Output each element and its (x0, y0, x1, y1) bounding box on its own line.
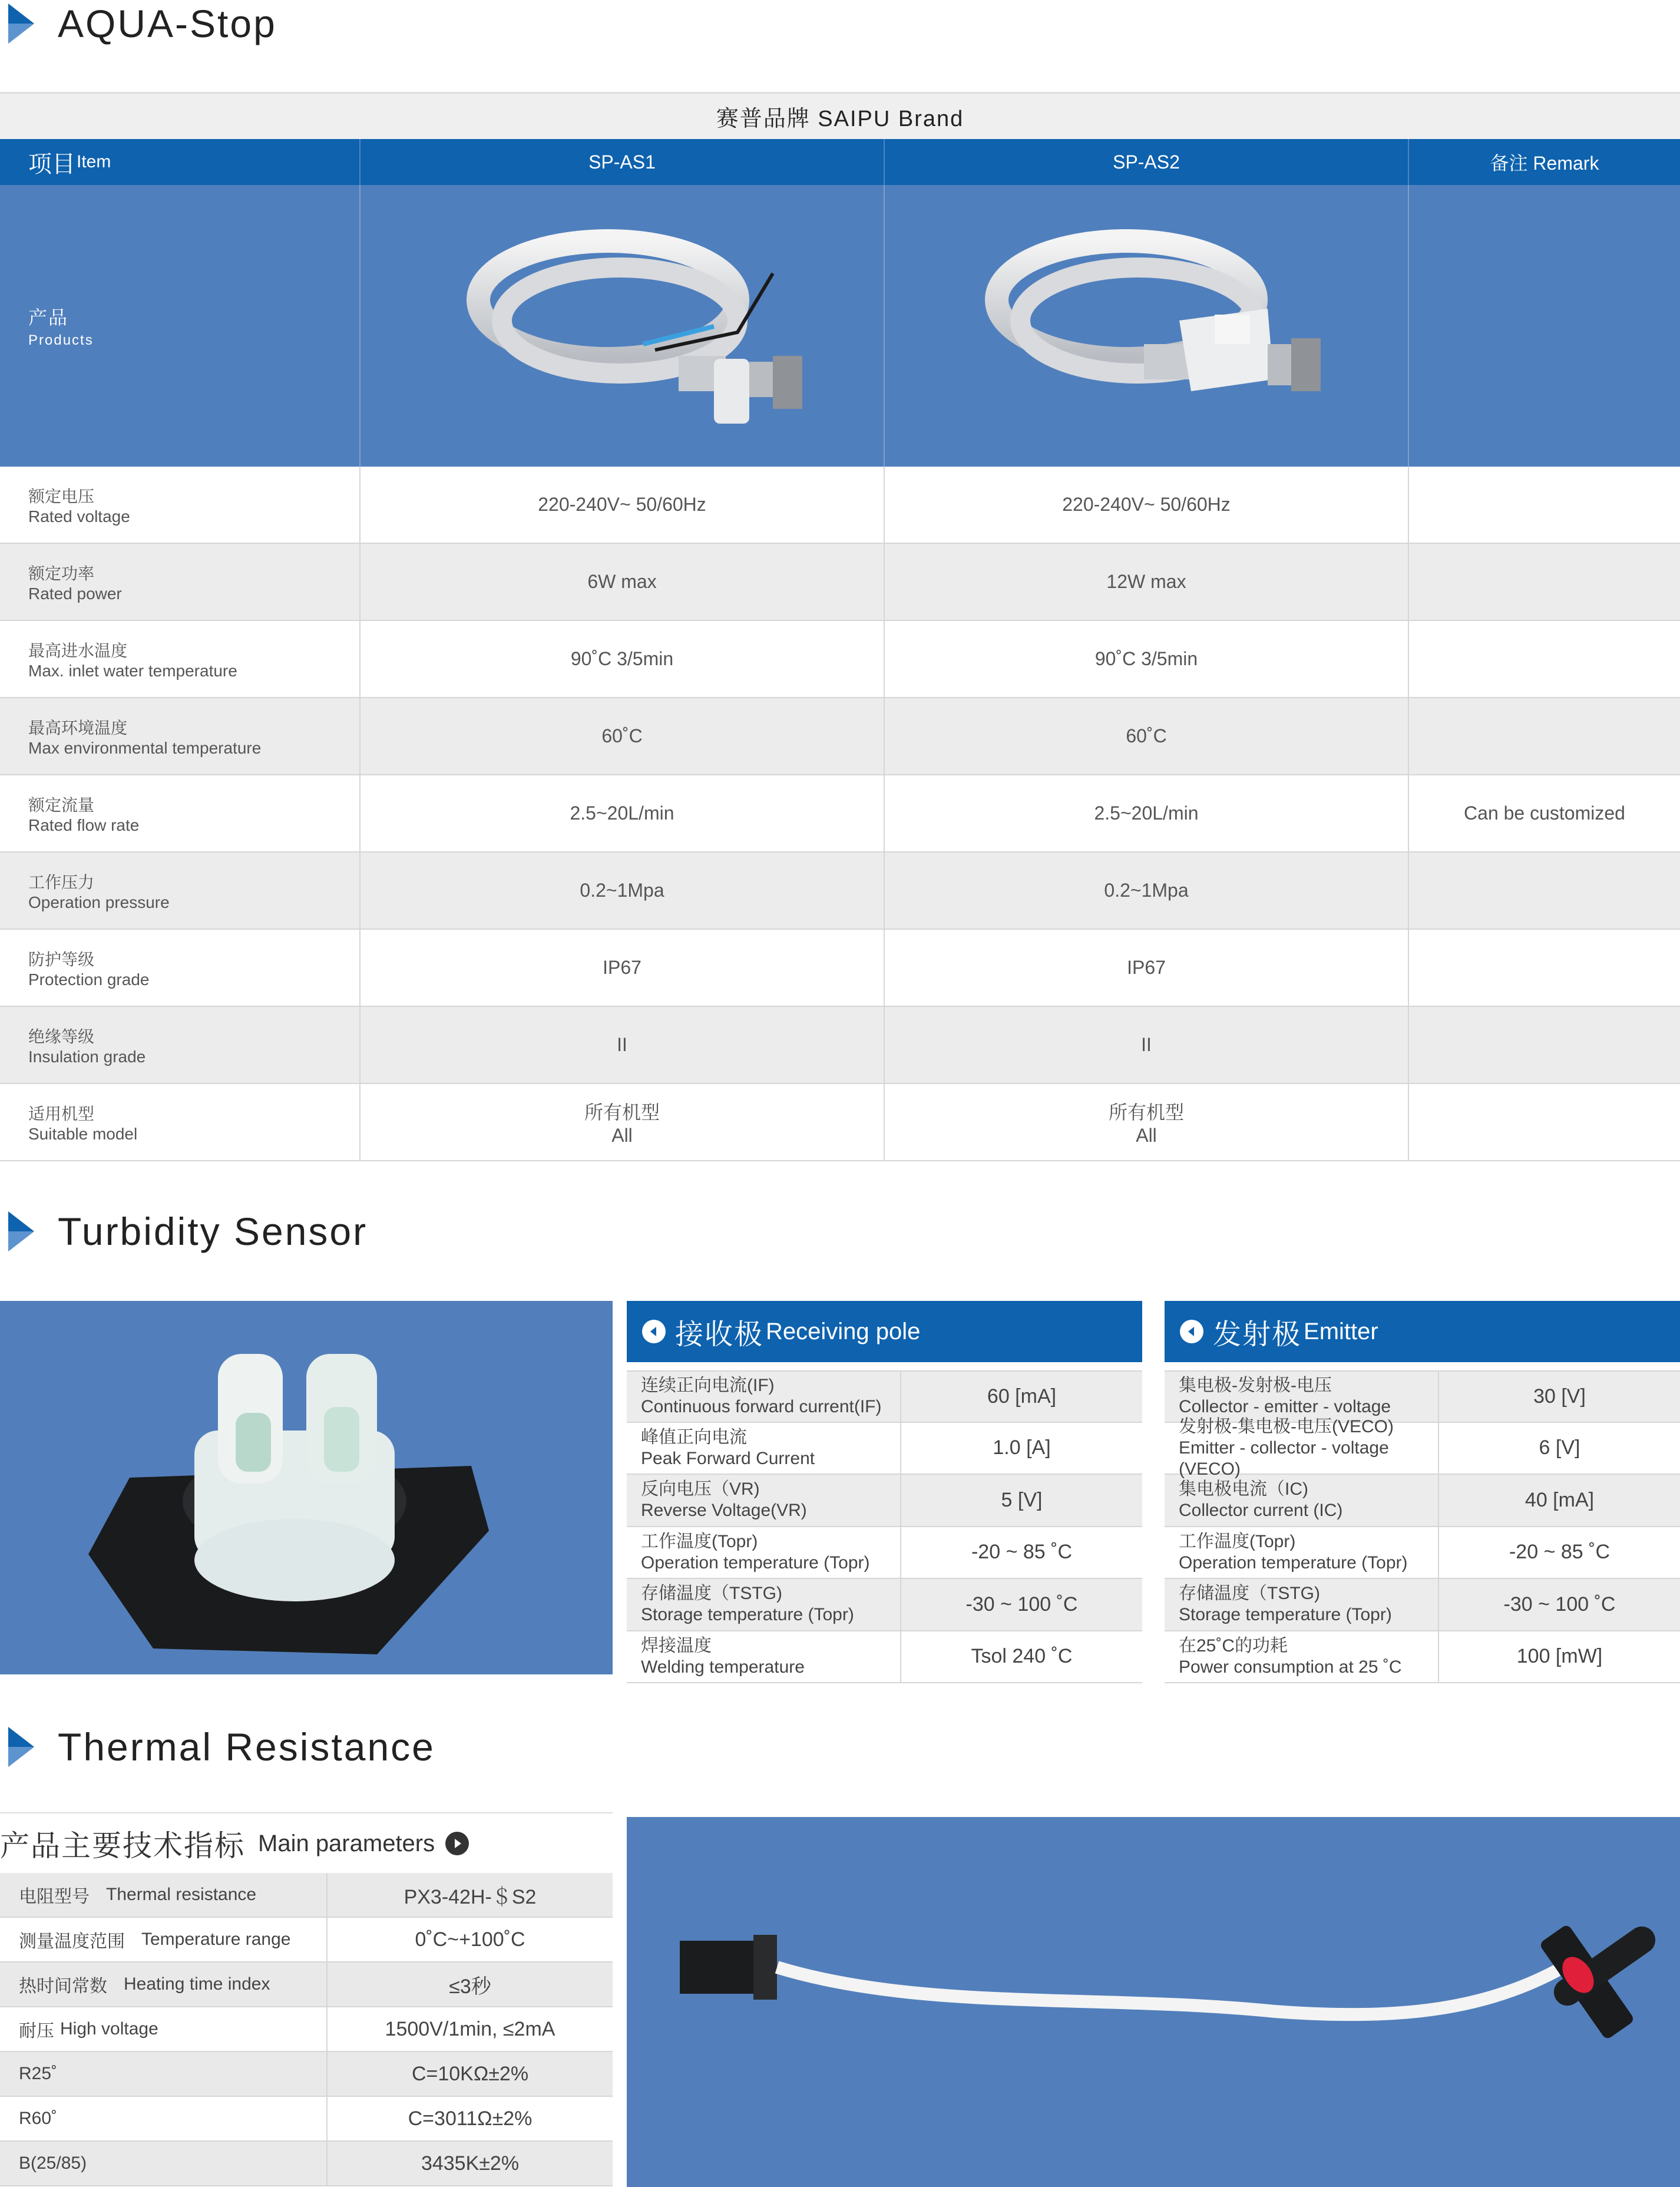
table-row: 最高进水温度 Max. inlet water temperature 90˚C 3/5min 90˚C 3/5min (0, 621, 1680, 698)
section-arrow-icon (4, 0, 39, 47)
table-row: 存储温度（TSTG) Storage temperature (Topr) -30 ~ 100 ˚C (627, 1579, 1142, 1631)
table-header (0, 139, 1680, 185)
arrow-left-icon (1180, 1320, 1203, 1343)
table-row: 电阻型号 Thermal resistance PX3-42H-＄S2 (0, 1873, 613, 1918)
divider (0, 1812, 613, 1813)
section-arrow-icon (4, 1208, 39, 1255)
products-label: 产品 Products (0, 185, 361, 467)
emitter-header: 发射极 Emitter (1165, 1301, 1680, 1362)
emitter-table (1165, 1301, 1680, 1683)
receiving-pole-header: 接收极 Receiving pole (627, 1301, 1142, 1362)
thermal-section-header (0, 1723, 589, 1776)
turbidity-sensor-image (0, 1301, 613, 1674)
header-model1: SP-AS1 (361, 139, 885, 185)
table-row: 额定功率 Rated power 6W max 12W max (0, 544, 1680, 621)
header-item: 项目 Item (0, 139, 361, 185)
brand-row: 赛普品牌 SAIPU Brand (0, 92, 1680, 139)
table-row: 热时间常数 Heating time index ≤3秒 (0, 1963, 613, 2007)
product-image-sp-as1 (361, 185, 885, 467)
table-row: 工作温度(Topr) Operation temperature (Topr) -20 ~ 85 ˚C (1165, 1527, 1680, 1580)
table-row: 连续正向电流(IF) Continuous forward current(IF) 60 [mA] (627, 1370, 1142, 1423)
table-row: 绝缘等级 Insulation grade II II (0, 1007, 1680, 1084)
table-row: 最高环境温度 Max environmental temperature 60˚C 60˚C (0, 698, 1680, 775)
table-row: 发射极-集电极-电压(VECO) Emitter - collector - voltage (VECO) 6 [V] (1165, 1423, 1680, 1475)
receiving-pole-table (627, 1301, 1142, 1683)
turbidity-section-header (0, 1208, 589, 1261)
thermal-resistance-image (627, 1817, 1680, 2187)
table-row: B(25/85) 3435K±2% (0, 2142, 613, 2186)
table-row: 防护等级 Protection grade IP67 IP67 (0, 930, 1680, 1007)
table-row: 集电极电流（IC) Collector current (IC) 40 [mA] (1165, 1475, 1680, 1527)
table-row: 集电极-发射极-电压 Collector - emitter - voltage 30 [V] (1165, 1370, 1680, 1423)
aqua-stop-table (0, 92, 1680, 1161)
section-arrow-icon (4, 1723, 39, 1770)
table-row: 适用机型 Suitable model 所有机型 All 所有机型 All (0, 1084, 1680, 1161)
table-row: 反向电压（VR) Reverse Voltage(VR) 5 [V] (627, 1475, 1142, 1527)
thermal-parameters-table (0, 1873, 613, 2186)
table-row: 工作温度(Topr) Operation temperature (Topr) -20 ~ 85 ˚C (627, 1527, 1142, 1580)
header-model2: SP-AS2 (885, 139, 1409, 185)
table-row: 额定流量 Rated flow rate 2.5~20L/min 2.5~20L/min Can be customized (0, 775, 1680, 853)
product-remark-cell (1409, 185, 1680, 467)
table-row: 额定电压 Rated voltage 220-240V~ 50/60Hz 220-240V~ 50/60Hz (0, 467, 1680, 544)
table-row: 在25˚C的功耗 Power consumption at 25 ˚C 100 [mW] (1165, 1631, 1680, 1684)
table-row: 存储温度（TSTG) Storage temperature (Topr) -30 ~ 100 ˚C (1165, 1579, 1680, 1631)
table-row: R60˚ C=3011Ω±2% (0, 2097, 613, 2142)
product-image-sp-as2 (885, 185, 1409, 467)
table-row: 焊接温度 Welding temperature Tsol 240 ˚C (627, 1631, 1142, 1684)
section-title: Thermal Resistance (58, 1725, 435, 1769)
table-row: 峰值正向电流 Peak Forward Current 1.0 [A] (627, 1423, 1142, 1475)
section-title: AQUA-Stop (58, 2, 277, 45)
products-row (0, 185, 1680, 467)
play-arrow-icon (445, 1832, 469, 1855)
arrow-left-icon (642, 1320, 666, 1343)
table-row: 工作压力 Operation pressure 0.2~1Mpa 0.2~1Mpa (0, 853, 1680, 930)
main-parameters-heading: 产品主要技术指标 Main parameters (0, 1823, 469, 1864)
aqua-section-header (0, 0, 589, 53)
section-title: Turbidity Sensor (58, 1210, 368, 1253)
table-row: R25˚ C=10KΩ±2% (0, 2052, 613, 2097)
table-row: 耐压 High voltage 1500V/1min, ≤2mA (0, 2007, 613, 2052)
header-remark: 备注 Remark (1490, 153, 1599, 174)
table-row: 测量温度范围 Temperature range 0˚C~+100˚C (0, 1918, 613, 1963)
